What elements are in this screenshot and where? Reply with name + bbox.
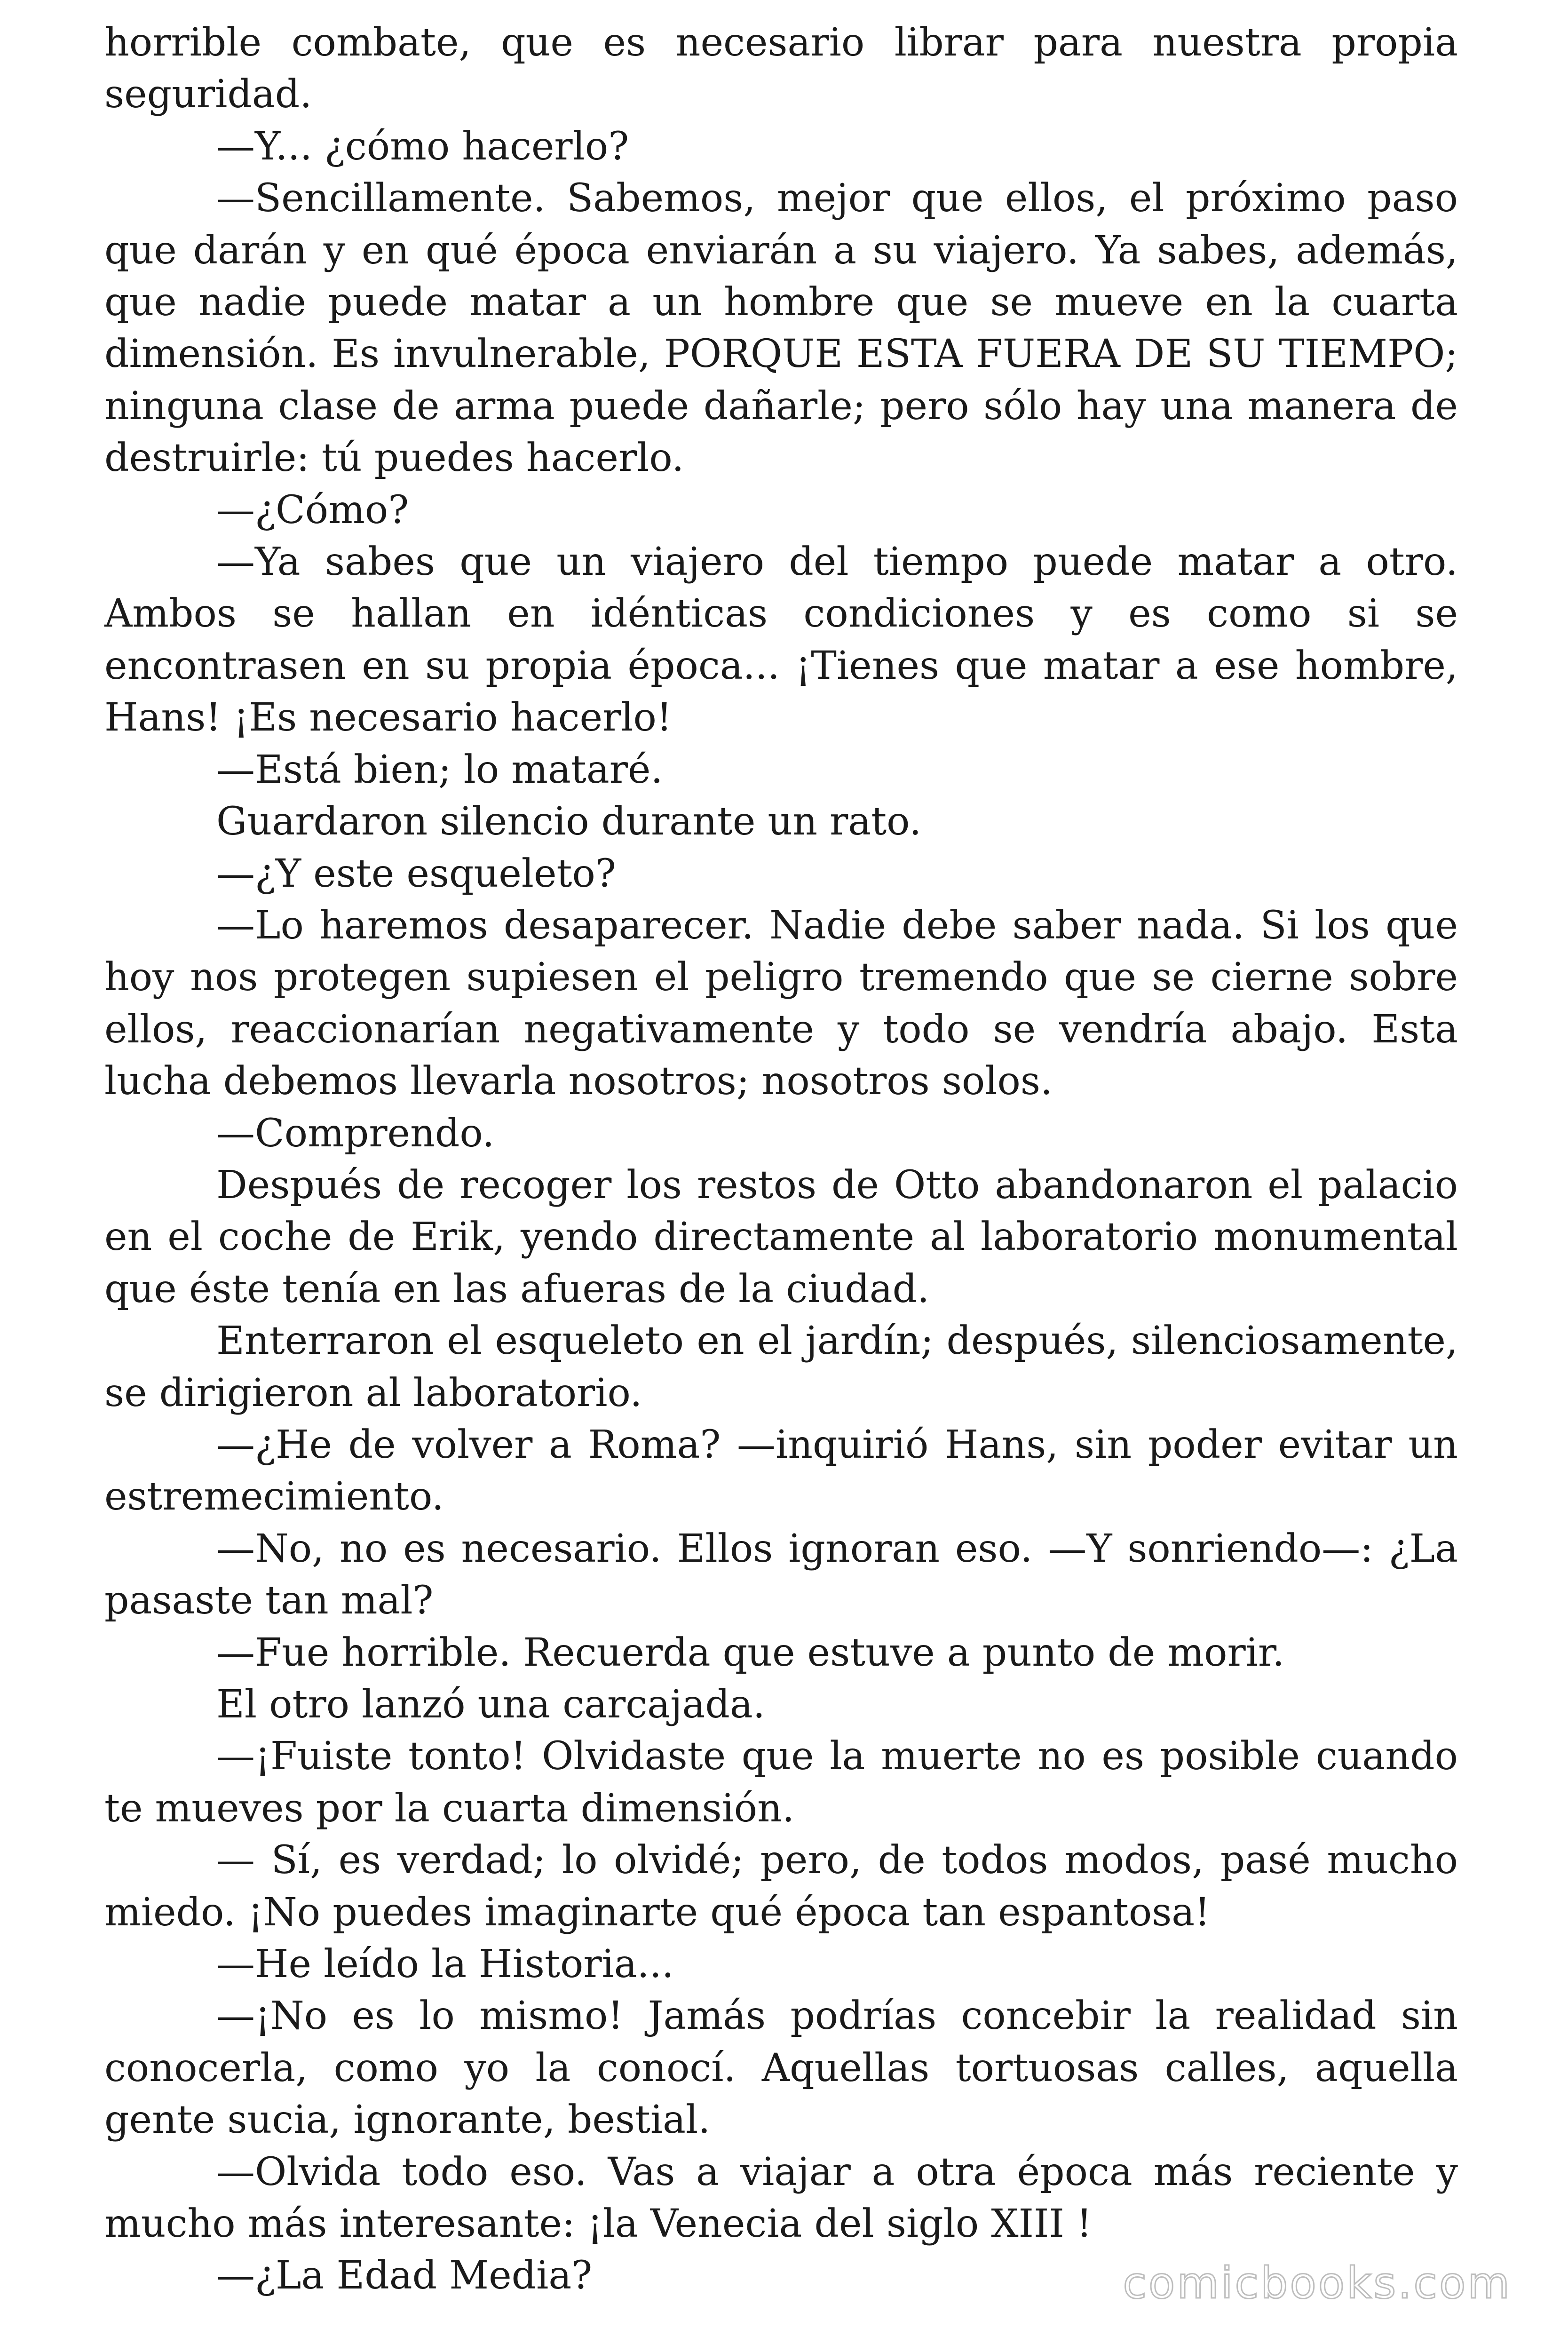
paragraph: horrible combate, que es necesario librar para nuestra propia seguridad.: [104, 20, 1458, 117]
paragraph: —Está bien; lo mataré.: [216, 747, 663, 792]
paragraph: El otro lanzó una carcajada.: [216, 1682, 765, 1727]
paragraph: —Lo haremos desaparecer. Nadie debe saber nada. Si los que hoy nos protegen supiesen el peligro tremendo que se cierne sobre ellos, reaccionarían negativamente y todo se vendría abajo. Esta lucha debemos llevarla nosotros; nosotros solos.: [104, 903, 1458, 1104]
paragraph: —Olvida todo eso. Vas a viajar a otra época más reciente y mucho más interesante: ¡la Venecia del siglo XIII !: [104, 2149, 1458, 2247]
paragraph: Después de recoger los restos de Otto abandonaron el palacio en el coche de Erik, yendo directamente al laboratorio monumental que éste tenía en las afueras de la ciudad.: [104, 1162, 1458, 1311]
paragraph: —¿Y este esqueleto?: [216, 851, 616, 896]
page-text: [104, 17, 1458, 2302]
paragraph: —He leído la Historia...: [216, 1942, 674, 1987]
paragraph: —Fue horrible. Recuerda que estuve a punto de morir.: [216, 1630, 1285, 1675]
paragraph: —Ya sabes que un viajero del tiempo puede matar a otro. Ambos se hallan en idénticas condiciones y es como si se encontrasen en su propia época... ¡Tienes que matar a ese hombre, Hans! ¡Es necesario hacerlo!: [104, 540, 1458, 740]
paragraph: —¿Cómo?: [216, 487, 409, 532]
paragraph: —Comprendo.: [216, 1111, 495, 1156]
paragraph: —Y... ¿cómo hacerlo?: [216, 124, 629, 169]
paragraph: Enterraron el esqueleto en el jardín; después, silenciosamente, se dirigieron al laboratorio.: [104, 1319, 1458, 1415]
paragraph: —¿La Edad Media?: [216, 2253, 593, 2298]
watermark-logo: comicbooks.com: [1123, 2258, 1512, 2308]
paragraph: — Sí, es verdad; lo olvidé; pero, de todos modos, pasé mucho miedo. ¡No puedes imaginarte qué época tan espantosa!: [104, 1838, 1458, 1935]
paragraph: —No, no es necesario. Ellos ignoran eso. —Y sonriendo—: ¿La pasaste tan mal?: [104, 1526, 1458, 1623]
paragraph: Guardaron silencio durante un rato.: [216, 799, 922, 844]
paragraph: —¡Fuiste tonto! Olvidaste que la muerte no es posible cuando te mueves por la cuarta dimensión.: [104, 1734, 1458, 1831]
paragraph: —¡No es lo mismo! Jamás podrías concebir la realidad sin conocerla, como yo la conocí. Aquellas tortuosas calles, aquella gente sucia, ignorante, bestial.: [104, 1994, 1458, 2143]
paragraph: —Sencillamente. Sabemos, mejor que ellos, el próximo paso que darán y en qué época enviarán a su viajero. Ya sabes, además, que nadie puede matar a un hombre que se mueve en la cuarta dimensión. Es invulnerable, PORQUE ESTA FUERA DE SU TIEMPO; ninguna clase de arma puede dañarle; pero sólo hay una manera de destruirle: tú puedes hacerlo.: [104, 176, 1458, 481]
paragraph: —¿He de volver a Roma? —inquirió Hans, sin poder evitar un estremecimiento.: [104, 1422, 1458, 1519]
